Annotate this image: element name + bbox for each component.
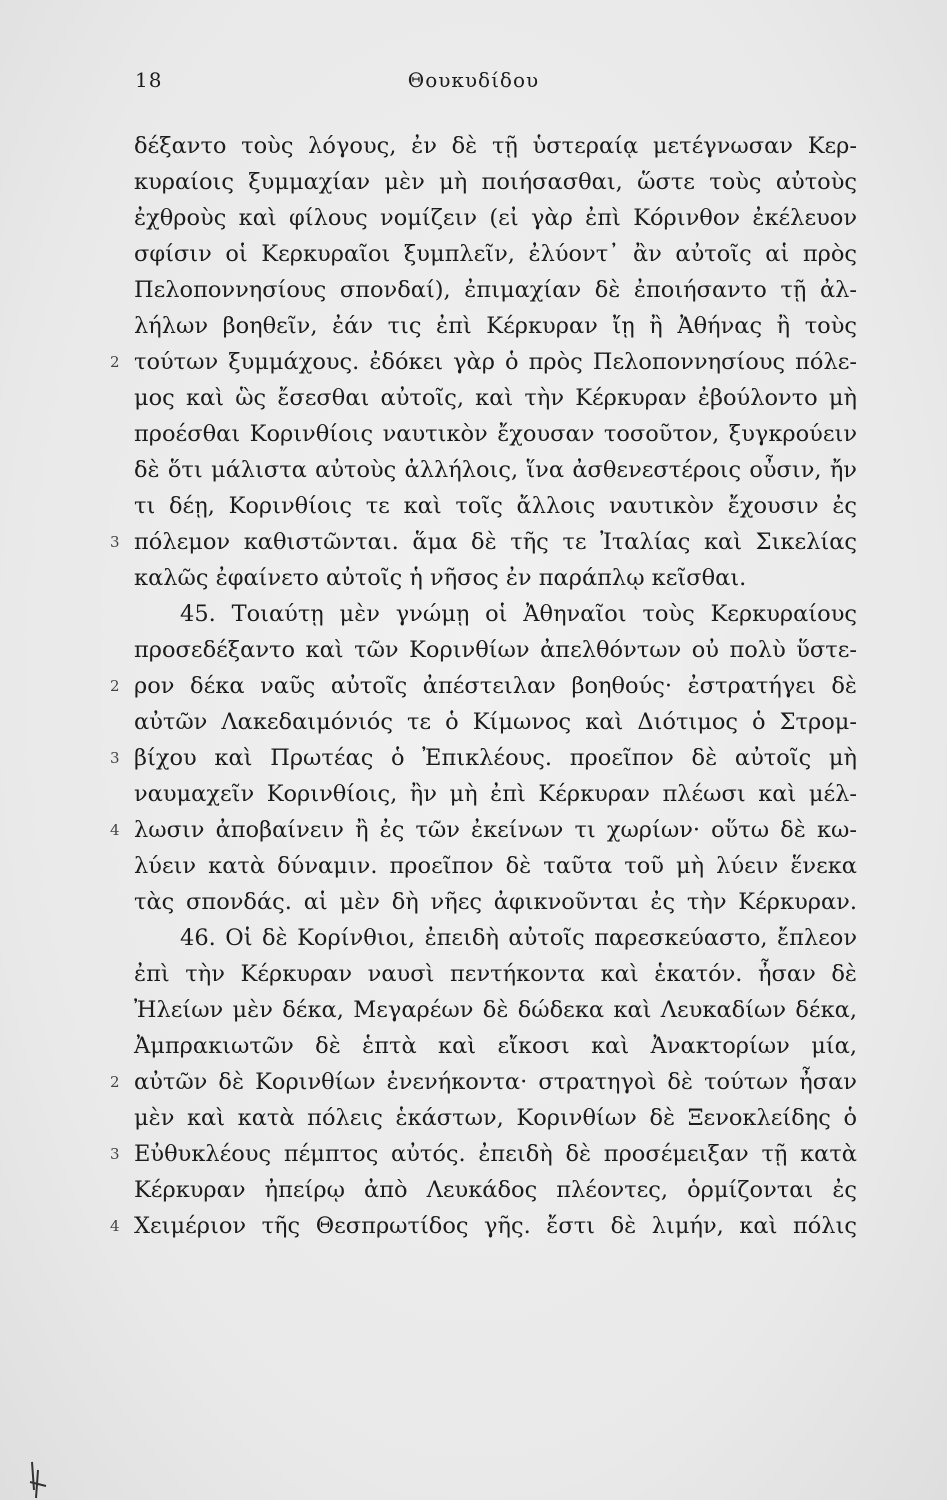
running-head <box>0 68 947 98</box>
text-line <box>0 596 947 632</box>
line-text: Χειμέριον τῆς Θεσπρωτίδος γῆς. ἔστι δὲ λιμήν, καὶ πόλις <box>134 1213 857 1239</box>
line-text: μος καὶ ὣς ἔσεσθαι αὐτοῖς, καὶ τὴν Κέρκυραν ἐβούλοντο μὴ <box>134 385 857 411</box>
line-text: αὐτῶν δὲ Κορινθίων ἐνενήκοντα· στρατηγοὶ δὲ τούτων ἦσαν <box>134 1069 857 1095</box>
line-text: τὰς σπονδάς. αἱ μὲν δὴ νῆες ἀφικνοῦνται ἐς τὴν Κέρκυραν. <box>134 889 857 915</box>
text-line <box>0 164 947 200</box>
margin-line-number: 4 <box>110 821 120 839</box>
line-text: αὐτῶν Λακεδαιμόνιός τε ὁ Κίμωνος καὶ Διότιμος ὁ Στρομ- <box>134 709 857 735</box>
text-line <box>0 236 947 272</box>
text-line <box>0 380 947 416</box>
line-text: κυραίοις ξυμμαχίαν μὲν μὴ ποιήσασθαι, ὥστε τοὺς αὐτοὺς <box>134 169 857 195</box>
line-text: ναυμαχεῖν Κορινθίοις, ἢν μὴ ἐπὶ Κέρκυραν πλέωσι καὶ μέλ- <box>134 781 857 807</box>
line-text: πόλεμον καθιστῶνται. ἅμα δὲ τῆς τε Ἰταλίας καὶ Σικελίας <box>134 529 857 555</box>
line-text: λήλων βοηθεῖν, ἐάν τις ἐπὶ Κέρκυραν ἴῃ ἢ Ἀθήνας ἢ τοὺς <box>134 313 857 339</box>
text-line <box>0 632 947 668</box>
line-text: δὲ ὅτι μάλιστα αὐτοὺς ἀλλήλοις, ἵνα ἀσθενεστέροις οὖσιν, ἤν <box>134 457 857 483</box>
page-number: 18 <box>135 68 163 92</box>
text-line <box>0 272 947 308</box>
text-line <box>0 1100 947 1136</box>
line-text: καλῶς ἐφαίνετο αὐτοῖς ἡ νῆσος ἐν παράπλῳ κεῖσθαι. <box>134 565 747 591</box>
text-line <box>0 668 947 704</box>
text-line <box>0 1028 947 1064</box>
line-text: Ἀμπρακιωτῶν δὲ ἑπτὰ καὶ εἴκοσι καὶ Ἀνακτορίων μία, <box>134 1033 857 1059</box>
text-line <box>0 200 947 236</box>
text-line <box>0 1136 947 1172</box>
line-text: λωσιν ἀποβαίνειν ἢ ἐς τῶν ἐκείνων τι χωρίων· οὕτω δὲ κω- <box>134 817 857 843</box>
ink-mark <box>26 1460 56 1500</box>
line-text: 45. Τοιαύτῃ μὲν γνώμῃ οἱ Ἀθηναῖοι τοὺς Κερκυραίους <box>180 601 857 627</box>
line-text: λύειν κατὰ δύναμιν. προεῖπον δὲ ταῦτα τοῦ μὴ λύειν ἕνεκα <box>134 853 857 879</box>
text-line <box>0 488 947 524</box>
line-text: προέσθαι Κορινθίοις ναυτικὸν ἔχουσαν τοσοῦτον, ξυγκρούειν <box>134 421 857 447</box>
running-title: Θουκυδίδου <box>407 68 540 92</box>
line-text: βίχου καὶ Πρωτέας ὁ Ἐπικλέους. προεῖπον δὲ αὐτοῖς μὴ <box>134 745 857 771</box>
text-line <box>0 416 947 452</box>
line-text: μὲν καὶ κατὰ πόλεις ἑκάστων, Κορινθίων δὲ Ξενοκλείδης ὁ <box>134 1105 857 1131</box>
text-line <box>0 812 947 848</box>
margin-line-number: 3 <box>110 749 120 767</box>
text-line <box>0 1172 947 1208</box>
line-text: ἐχθροὺς καὶ φίλους νομίζειν (εἰ γὰρ ἐπὶ Κόρινθον ἐκέλευον <box>134 205 857 231</box>
line-text: Ἠλείων μὲν δέκα, Μεγαρέων δὲ δώδεκα καὶ Λευκαδίων δέκα, <box>134 997 857 1023</box>
line-text: Κέρκυραν ἠπείρῳ ἀπὸ Λευκάδος πλέοντες, ὁρμίζονται ἐς <box>134 1177 857 1203</box>
text-line <box>0 560 947 596</box>
text-line <box>0 1064 947 1100</box>
line-text: ρον δέκα ναῦς αὐτοῖς ἀπέστειλαν βοηθούς· ἐστρατήγει δὲ <box>134 673 857 699</box>
line-text: Πελοποννησίους σπονδαί), ἐπιμαχίαν δὲ ἐποιήσαντο τῇ ἀλ- <box>134 277 857 303</box>
text-line <box>0 740 947 776</box>
text-line <box>0 1208 947 1244</box>
margin-line-number: 4 <box>110 1217 120 1235</box>
margin-line-number: 2 <box>110 1073 120 1091</box>
text-line <box>0 848 947 884</box>
line-text: τι δέῃ, Κορινθίοις τε καὶ τοῖς ἄλλοις ναυτικὸν ἔχουσιν ἐς <box>134 493 857 519</box>
line-text: Εὐθυκλέους πέμπτος αὐτός. ἐπειδὴ δὲ προσέμειξαν τῇ κατὰ <box>134 1141 857 1167</box>
text-line <box>0 992 947 1028</box>
line-text: τούτων ξυμμάχους. ἐδόκει γὰρ ὁ πρὸς Πελοποννησίους πόλε- <box>134 349 857 375</box>
text-line <box>0 704 947 740</box>
margin-line-number: 3 <box>110 1145 120 1163</box>
line-text: σφίσιν οἱ Κερκυραῖοι ξυμπλεῖν, ἐλύοντ᾽ ἂν αὐτοῖς αἱ πρὸς <box>134 241 857 267</box>
margin-line-number: 2 <box>110 353 120 371</box>
text-line <box>0 776 947 812</box>
text-line <box>0 308 947 344</box>
text-line <box>0 956 947 992</box>
text-line <box>0 884 947 920</box>
text-line <box>0 128 947 164</box>
margin-line-number: 2 <box>110 677 120 695</box>
text-line <box>0 344 947 380</box>
line-text: 46. Οἱ δὲ Κορίνθιοι, ἐπειδὴ αὐτοῖς παρεσκεύαστο, ἔπλεον <box>180 925 857 951</box>
line-text: προσεδέξαντο καὶ τῶν Κορινθίων ἀπελθόντων οὐ πολὺ ὕστε- <box>134 637 857 663</box>
margin-line-number: 3 <box>110 533 120 551</box>
line-text: δέξαντο τοὺς λόγους, ἐν δὲ τῇ ὑστεραίᾳ μετέγνωσαν Κερ- <box>134 133 857 159</box>
text-line <box>0 920 947 956</box>
text-line <box>0 452 947 488</box>
text-line <box>0 524 947 560</box>
line-text: ἐπὶ τὴν Κέρκυραν ναυσὶ πεντήκοντα καὶ ἑκατόν. ἦσαν δὲ <box>134 961 857 987</box>
